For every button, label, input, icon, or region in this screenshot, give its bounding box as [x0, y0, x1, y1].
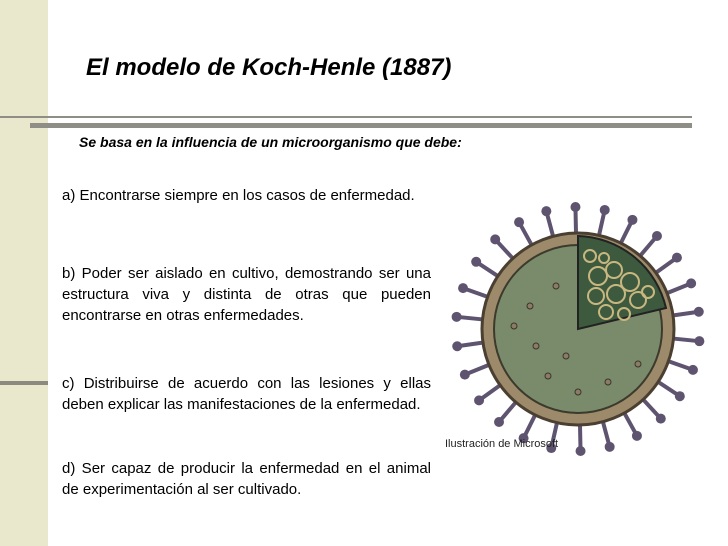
virus-spike-tip — [570, 202, 580, 212]
virus-spike-tip — [694, 336, 704, 346]
virus-spike-tip — [686, 278, 696, 288]
virus-spike-tip — [494, 417, 504, 427]
criterion-c: c) Distribuirse de acuerdo con las lesiones y ellas deben explicar las manifestaciones de la enfermedad. — [62, 375, 431, 413]
left-decor-band — [0, 0, 48, 546]
virus-spike-tip — [576, 446, 586, 456]
title-divider-thin — [0, 116, 692, 118]
title-divider-thick — [30, 123, 692, 128]
virus-spike-tip — [675, 391, 685, 401]
virus-spike-tip — [458, 283, 468, 293]
virus-spike-tip — [656, 414, 666, 424]
virus-spike-tip — [627, 215, 637, 225]
virus-spike-tip — [694, 307, 704, 317]
virus-spike-tip — [672, 253, 682, 263]
criterion-b: b) Poder ser aislado en cultivo, demostrando ser una estructura viva y distinta de otras que pueden encontrarse en otras enfermedades. — [62, 265, 431, 324]
criterion-d: d) Ser capaz de producir la enfermedad en el animal de experimentación al ser cultivado. — [62, 460, 431, 498]
virus-spike-tip — [652, 231, 662, 241]
virus-spike-tip — [471, 257, 481, 267]
slide-title: El modelo de Koch-Henle (1887) — [86, 54, 452, 81]
virus-spike-tip — [688, 365, 698, 375]
virus-spike-tip — [452, 341, 462, 351]
left-band-marker — [0, 381, 48, 385]
virus-spike-tip — [490, 234, 500, 244]
virus-spike-tip — [541, 206, 551, 216]
virus-spike-tip — [632, 431, 642, 441]
virus-spike-tip — [514, 217, 524, 227]
illustration-caption: Ilustración de Microsoft — [445, 438, 559, 450]
virus-illustration — [438, 196, 716, 462]
virus-spike-tip — [452, 312, 462, 322]
virus-spike-tip — [605, 442, 615, 452]
slide-subtitle: Se basa en la influencia de un microorganismo que debe: — [79, 134, 462, 150]
criterion-a: a) Encontrarse siempre en los casos de enfermedad. — [62, 187, 415, 204]
virus-spike-tip — [474, 395, 484, 405]
virus-spike-tip — [600, 205, 610, 215]
virus-spike-tip — [460, 370, 470, 380]
